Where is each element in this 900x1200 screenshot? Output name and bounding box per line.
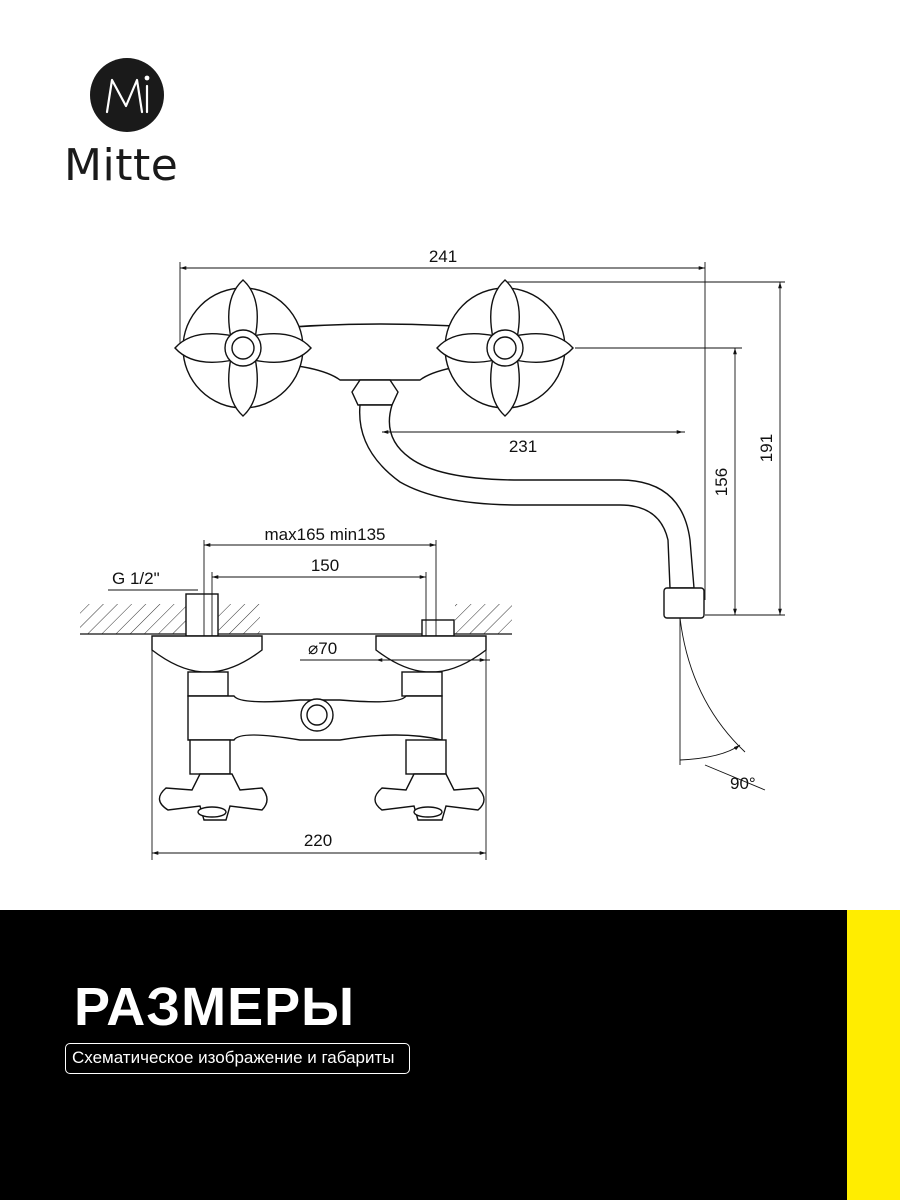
dim-swivel-angle: 90° xyxy=(730,774,756,793)
accent-stripe xyxy=(847,910,900,1200)
dim-total-height: 191 xyxy=(757,433,776,463)
dim-outlet-height: 156 xyxy=(712,467,731,497)
section-subtitle: Схематическое изображение и габариты xyxy=(65,1043,410,1074)
dim-flange-diameter: ⌀70 xyxy=(308,639,338,658)
dim-centers: 150 xyxy=(310,556,340,575)
footer-banner xyxy=(0,910,900,1200)
dim-thread: G 1/2" xyxy=(112,569,160,588)
dim-body-width: 220 xyxy=(303,831,333,850)
brand-name: Mitte xyxy=(64,140,179,191)
dim-centers-range: max165 min135 xyxy=(264,525,386,544)
side-view xyxy=(80,540,512,860)
dim-spout-reach: 231 xyxy=(508,437,538,456)
dim-total-width: 241 xyxy=(428,247,458,266)
section-title: РАЗМЕРЫ xyxy=(74,977,355,1037)
